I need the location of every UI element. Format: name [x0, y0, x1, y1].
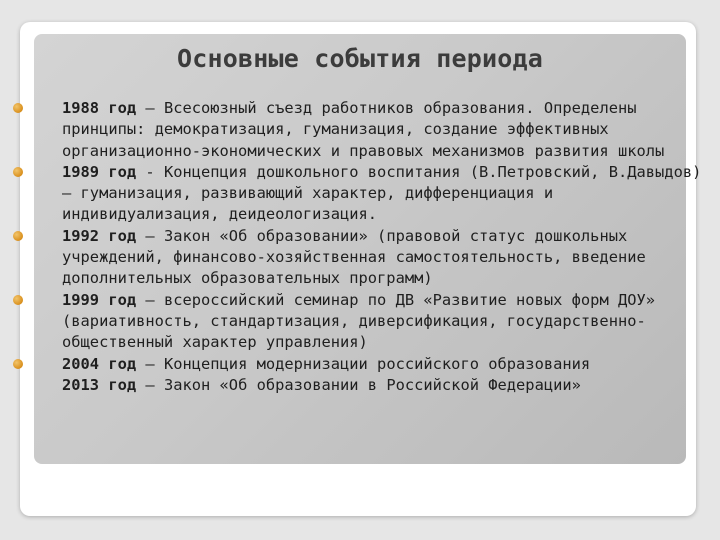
event-text: - Концепция дошкольного воспитания (В.Петровский, В.Давыдов) – гуманизация, развивающий характер, дифференциация и индивидуализация, деидеологизация. [62, 162, 702, 224]
bullet-dot-icon [13, 359, 23, 369]
slide-title: Основные события периода [176, 44, 544, 73]
event-year: 2004 год [62, 354, 137, 373]
event-year: 1999 год [62, 290, 137, 309]
event-text: – Закон «Об образовании в Российской Федерации» [136, 375, 581, 394]
event-text: – Закон «Об образовании» (правовой статус дошкольных учреждений, финансово-хозяйственная самостоятельность, введение дополнительных образовательных программ) [62, 226, 646, 288]
list-item-continuation [12, 375, 702, 396]
bullet-dot-icon [13, 231, 23, 241]
bullet-dot-icon [13, 103, 23, 113]
event-year: 1989 год [62, 162, 137, 181]
list-item [12, 354, 702, 375]
event-year: 2013 год [62, 375, 137, 394]
event-text: – Концепция модернизации российского образования [136, 354, 591, 373]
event-text: – всероссийский семинар по ДВ «Развитие новых форм ДОУ» (вариативность, стандартизация, диверсификация, государственно-общественный характер управления) [62, 290, 656, 352]
event-year: 1988 год [62, 99, 137, 117]
event-year: 1992 год [62, 226, 137, 245]
list-item [12, 290, 702, 354]
event-list [12, 98, 702, 396]
list-item [12, 98, 702, 162]
bullet-dot-icon [13, 295, 23, 305]
bullet-dot-icon [13, 167, 23, 177]
list-item [12, 226, 702, 290]
list-item [12, 162, 702, 226]
event-text: – Всесоюзный съезд работников образования. Определены принципы: демократизация, гуманизация, создание эффективных организационно-экономических и правовых механизмов развития школы [62, 99, 665, 160]
